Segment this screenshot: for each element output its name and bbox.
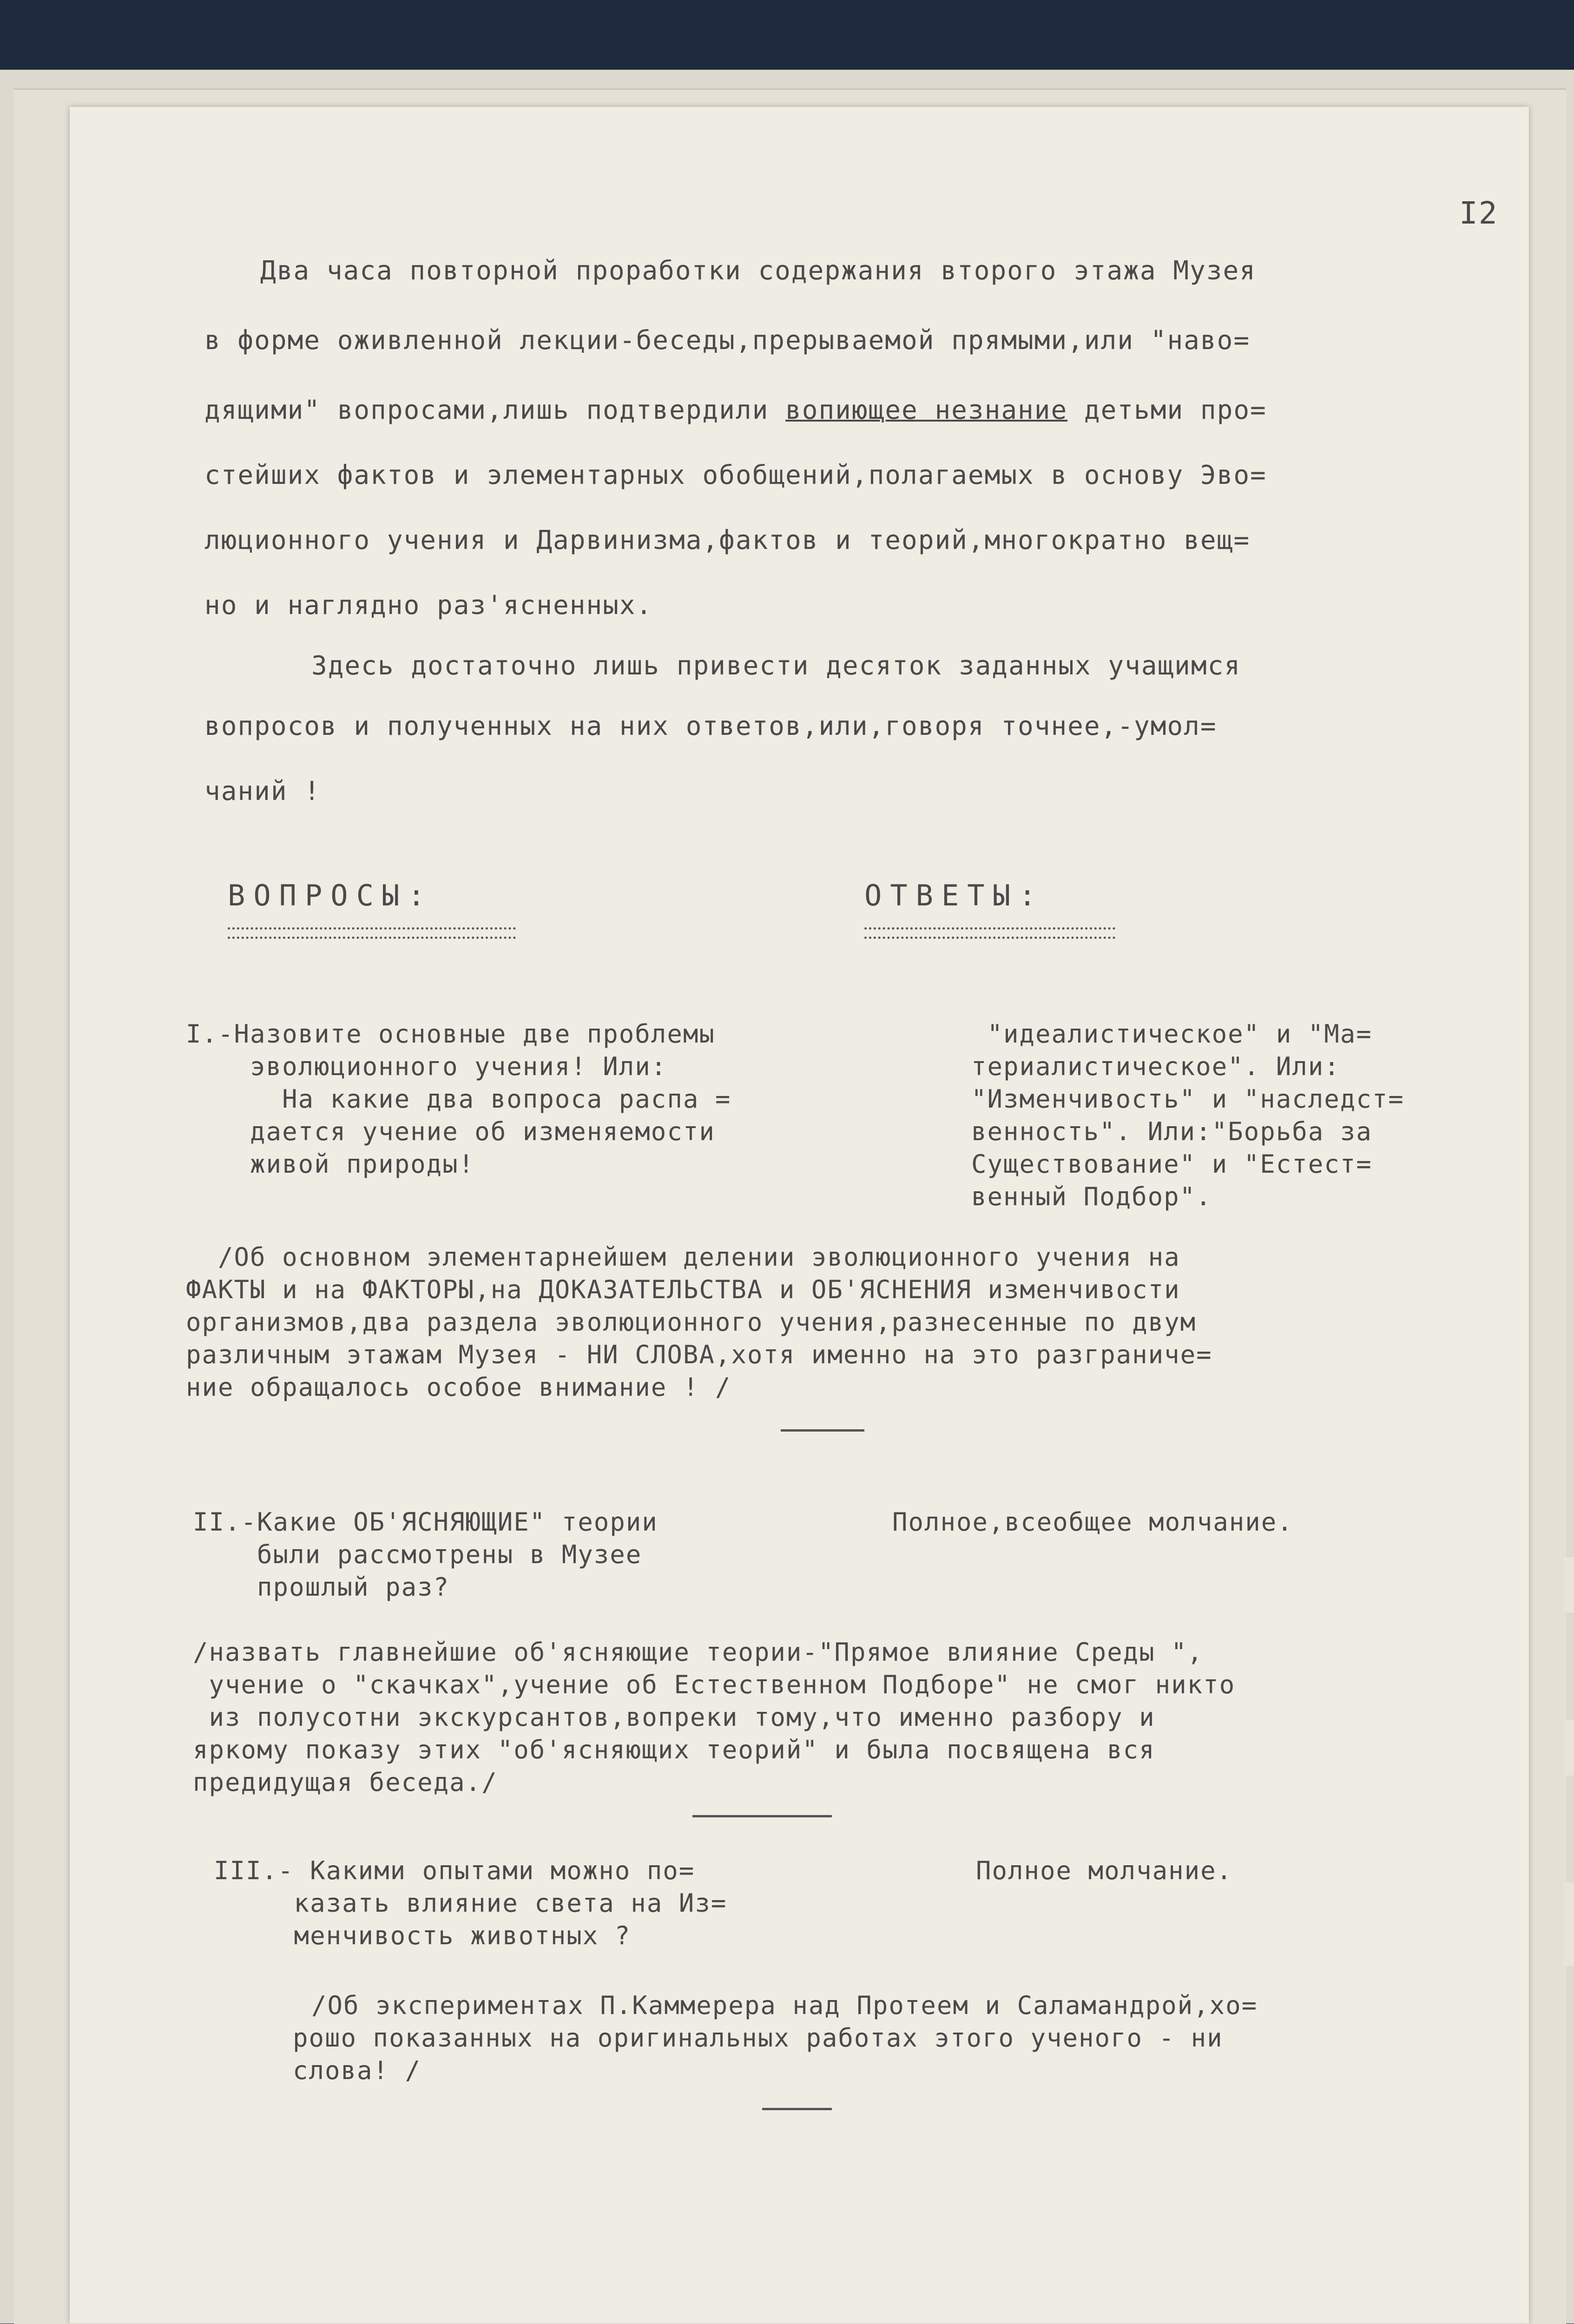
q3-line-2: казать влияние света на Из= bbox=[214, 1888, 727, 1918]
q3-note-3: слова! / bbox=[293, 2056, 421, 2085]
q2-note-3: из полусотни экскурсантов,вопреки тому,что именно разбору и bbox=[193, 1703, 1155, 1732]
separator-1 bbox=[781, 1429, 864, 1432]
q3-note-2: рошо показанных на оригинальных работах этого ученого - ни bbox=[293, 2023, 1223, 2053]
a1-line-3: "Изменчивость" и "наследст= bbox=[971, 1084, 1404, 1114]
q3-line-1: III.- Какими опытами можно по= bbox=[214, 1856, 695, 1885]
q1-note-1: /Об основном элементарнейшем делении эволюционного учения на bbox=[186, 1242, 1180, 1272]
q2-line-3: прошлый раз? bbox=[193, 1572, 450, 1602]
q1-line-2: эволюционного учения! Или: bbox=[186, 1052, 667, 1081]
document-page bbox=[70, 107, 1529, 2324]
second-line-1: Здесь достаточно лишь привести десяток заданных учащимся bbox=[311, 651, 1241, 681]
a1-line-2: териалистическое". Или: bbox=[971, 1052, 1340, 1081]
q2-note-2: учение о "скачках",учение об Естественном Подборе" не смог никто bbox=[193, 1670, 1236, 1699]
separator-3 bbox=[762, 2108, 832, 2110]
answers-heading-rule bbox=[864, 927, 1115, 930]
intro-line-5: люционного учения и Дарвинизма,фактов и теорий,многократно вещ= bbox=[204, 525, 1251, 555]
side-tab-1 bbox=[1564, 1557, 1574, 1613]
q2-line-1: II.-Какие ОБ'ЯСНЯЮЩИЕ" теории bbox=[193, 1507, 658, 1537]
questions-heading: ВОПРОСЫ: bbox=[228, 878, 434, 912]
side-tab-2 bbox=[1564, 1720, 1574, 1776]
a2-line-1: Полное,всеобщее молчание. bbox=[892, 1507, 1293, 1537]
q1-line-5: живой природы! bbox=[186, 1149, 475, 1179]
q1-note-2: ФАКТЫ и на ФАКТОРЫ,на ДОКАЗАТЕЛЬСТВА и ОБ'ЯСНЕНИЯ изменчивости bbox=[186, 1275, 1180, 1304]
intro-line-6: но и наглядно раз'ясненных. bbox=[204, 590, 653, 621]
q2-note-1: /назвать главнейшие об'ясняющие теории-"Прямое влияние Среды ", bbox=[193, 1637, 1204, 1667]
answers-heading: ОТВЕТЫ: bbox=[864, 878, 1045, 912]
a3-line-1: Полное молчание. bbox=[976, 1856, 1233, 1885]
page-number: I2 bbox=[1459, 195, 1498, 231]
intro-line-3c: детьми про= bbox=[1067, 395, 1267, 425]
a1-line-4: венность". Или:"Борьба за bbox=[971, 1117, 1372, 1146]
a1-line-6: венный Подбор". bbox=[971, 1182, 1212, 1211]
q1-line-4: дается учение об изменяемости bbox=[186, 1117, 715, 1146]
answers-heading-rule-2 bbox=[864, 937, 1115, 939]
intro-line-4: стейших фактов и элементарных обобщений,полагаемых в основу Эво= bbox=[204, 460, 1267, 490]
second-line-2: вопросов и полученных на них ответов,или,говоря точнее,-умол= bbox=[204, 711, 1217, 741]
emphasis-underlined: вопиющее незнание bbox=[785, 395, 1068, 425]
intro-line-3 bbox=[204, 395, 1267, 425]
q3-line-3: менчивость животных ? bbox=[214, 1921, 631, 1950]
q1-note-5: ние обращалось особое внимание ! / bbox=[186, 1373, 731, 1402]
intro-line-3a: дящими" вопросами,лишь подтвердили bbox=[204, 395, 786, 425]
side-tab-3 bbox=[1564, 1882, 1574, 1966]
second-line-3: чаний ! bbox=[204, 776, 321, 806]
separator-2 bbox=[692, 1815, 832, 1817]
q1-line-3: На какие два вопроса распа = bbox=[186, 1084, 731, 1114]
intro-line-2: в форме оживленной лекции-беседы,прерываемой прямыми,или "наво= bbox=[204, 325, 1251, 356]
q1-note-3: организмов,два раздела эволюционного учения,разнесенные по двум bbox=[186, 1307, 1197, 1337]
questions-heading-rule bbox=[228, 927, 516, 930]
q2-line-2: были рассмотрены в Музее bbox=[193, 1540, 642, 1569]
a1-line-5: Существование" и "Естест= bbox=[971, 1149, 1372, 1179]
q2-note-4: яркому показу этих "об'ясняющих теорий" и была посвящена вся bbox=[193, 1735, 1155, 1764]
q2-note-5: предидущая беседа./ bbox=[193, 1768, 498, 1797]
questions-heading-rule-2 bbox=[228, 937, 516, 939]
a1-line-1: "идеалистическое" и "Ма= bbox=[971, 1019, 1372, 1049]
q3-note-1: /Об экспериментах П.Каммерера над Протеем и Саламандрой,хо= bbox=[311, 1991, 1258, 2020]
q1-line-1: I.-Назовите основные две проблемы bbox=[186, 1019, 715, 1049]
intro-line-1: Два часа повторной проработки содержания второго этажа Музея bbox=[260, 256, 1256, 286]
q1-note-4: различным этажам Музея - НИ СЛОВА,хотя именно на это разграниче= bbox=[186, 1340, 1212, 1369]
